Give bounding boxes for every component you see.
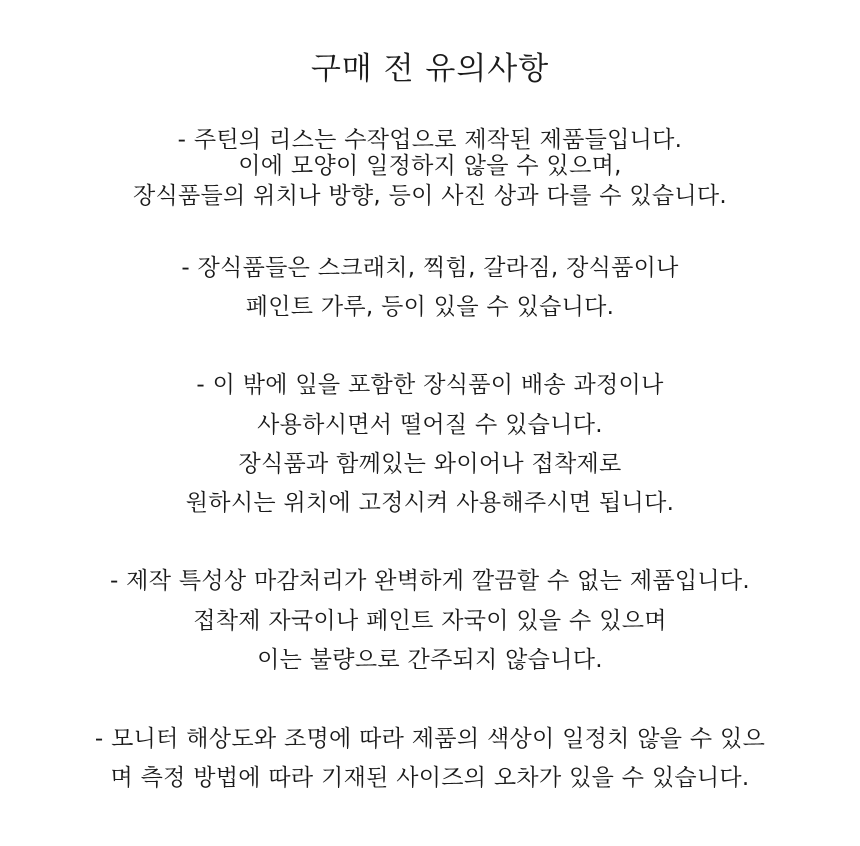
- page-title: 구매 전 유의사항: [310, 51, 550, 87]
- notice-line-finish: - 제작 특성상 마감처리가 완벽하게 깔끔할 수 없는 제품입니다.: [109, 568, 751, 594]
- notice-line-scratch: - 장식품들은 스크래치, 찍힘, 갈라짐, 장식품이나: [181, 255, 679, 281]
- notice-line-position: 장식품들의 위치나 방향, 등이 사진 상과 다를 수 있습니다.: [132, 183, 728, 209]
- notice-line-size: 며 측정 방법에 따라 기재된 사이즈의 오차가 있을 수 있습니다.: [110, 765, 750, 791]
- notice-line-monitor: - 모니터 해상도와 조명에 따라 제품의 색상이 일정치 않을 수 있으: [94, 726, 766, 752]
- notice-line-not-defect: 이는 불량으로 간주되지 않습니다.: [257, 647, 603, 673]
- notice-line-shape: 이에 모양이 일정하지 않을 수 있으며,: [238, 153, 622, 179]
- notice-line-fall-off: 사용하시면서 떨어질 수 있습니다.: [257, 412, 603, 438]
- notice-line-leaf: - 이 밖에 잎을 포함한 장식품이 배송 과정이나: [196, 372, 664, 398]
- notice-line-fix: 원하시는 위치에 고정시켜 사용해주시면 됩니다.: [185, 490, 675, 516]
- notice-line-wire: 장식품과 함께있는 와이어나 접착제로: [238, 451, 622, 477]
- notice-line-glue-marks: 접착제 자국이나 페인트 자국이 있을 수 있으며: [193, 608, 667, 634]
- notice-line-crafting: - 주틴의 리스는 수작업으로 제작된 제품들입니다.: [177, 127, 683, 153]
- notice-line-paint-dust: 페인트 가루, 등이 있을 수 있습니다.: [245, 294, 615, 320]
